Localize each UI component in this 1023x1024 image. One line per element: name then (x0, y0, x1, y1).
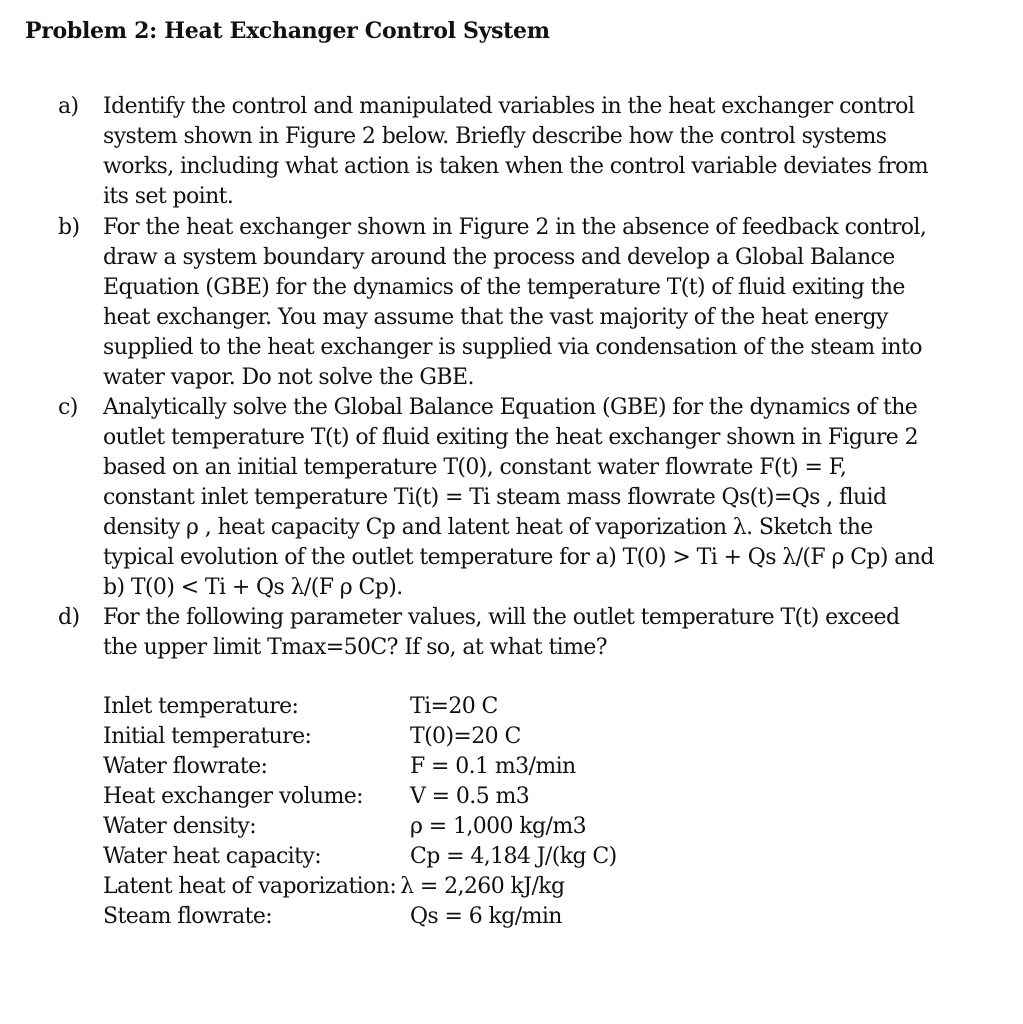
question-a (58, 92, 958, 212)
question-line: typical evolution of the outlet temperature for a) T(0) > Ti + Qs λ/(F ρ Cp) and (103, 545, 934, 570)
question-label: d) (58, 605, 80, 630)
question-line: Identify the control and manipulated variables in the heat exchanger control (103, 94, 915, 119)
question-c (58, 393, 958, 603)
question-line: works, including what action is taken when the control variable deviates from (103, 154, 929, 179)
question-line: constant inlet temperature Ti(t) = Ti steam mass flowrate Qs(t)=Qs , fluid (103, 485, 887, 510)
question-line: For the heat exchanger shown in Figure 2 in the absence of feedback control, (103, 215, 927, 240)
question-label: c) (58, 395, 78, 420)
parameter-row (103, 812, 617, 842)
question-line: system shown in Figure 2 below. Briefly describe how the control systems (103, 124, 887, 149)
parameter-row (103, 872, 617, 902)
question-line: density ρ , heat capacity Cp and latent heat of vaporization λ. Sketch the (103, 515, 873, 540)
question-text (103, 92, 958, 212)
question-line: draw a system boundary around the process and develop a Global Balance (103, 245, 895, 270)
parameter-value: Cp = 4,184 J/(kg C) (410, 844, 617, 869)
question-line: based on an initial temperature T(0), constant water flowrate F(t) = F, (103, 455, 847, 480)
question-b (58, 213, 958, 393)
parameter-row (103, 722, 617, 752)
parameter-label: Water density: (103, 814, 257, 839)
parameter-label: Latent heat of vaporization: (103, 874, 397, 899)
parameter-label: Inlet temperature: (103, 694, 299, 719)
parameter-value: T(0)=20 C (410, 724, 521, 749)
question-line: outlet temperature T(t) of fluid exiting the heat exchanger shown in Figure 2 (103, 425, 918, 450)
problem-title: Problem 2: Heat Exchanger Control System (25, 18, 550, 44)
question-line: heat exchanger. You may assume that the vast majority of the heat energy (103, 305, 888, 330)
parameter-label: Water heat capacity: (103, 844, 322, 869)
parameter-row (103, 782, 617, 812)
parameter-row (103, 902, 617, 932)
parameter-label: Water flowrate: (103, 754, 268, 779)
parameter-row (103, 752, 617, 782)
parameter-value: Ti=20 C (410, 694, 498, 719)
question-text (103, 603, 958, 663)
question-line: Analytically solve the Global Balance Equation (GBE) for the dynamics of the (103, 395, 918, 420)
parameter-value: Qs = 6 kg/min (410, 904, 562, 929)
parameter-row (103, 692, 617, 722)
question-line: its set point. (103, 184, 234, 209)
parameter-row (103, 842, 617, 872)
parameter-label: Initial temperature: (103, 724, 312, 749)
parameter-label: Heat exchanger volume: (103, 784, 363, 809)
question-label: a) (58, 94, 79, 119)
parameter-value: F = 0.1 m3/min (410, 754, 576, 779)
question-line: supplied to the heat exchanger is supplied via condensation of the steam into (103, 335, 922, 360)
parameter-table (103, 692, 617, 932)
question-line: water vapor. Do not solve the GBE. (103, 365, 474, 390)
question-text (103, 393, 958, 603)
parameter-value: ρ = 1,000 kg/m3 (410, 814, 587, 839)
question-line: b) T(0) < Ti + Qs λ/(F ρ Cp). (103, 575, 403, 600)
question-line: Equation (GBE) for the dynamics of the temperature T(t) of fluid exiting the (103, 275, 905, 300)
question-d (58, 603, 958, 663)
parameter-label: Steam flowrate: (103, 904, 273, 929)
question-text (103, 213, 958, 393)
question-line: the upper limit Tmax=50C? If so, at what time? (103, 635, 607, 660)
parameter-value: V = 0.5 m3 (410, 784, 530, 809)
question-label: b) (58, 215, 80, 240)
parameter-value: λ = 2,260 kJ/kg (400, 874, 565, 899)
question-line: For the following parameter values, will the outlet temperature T(t) exceed (103, 605, 900, 630)
